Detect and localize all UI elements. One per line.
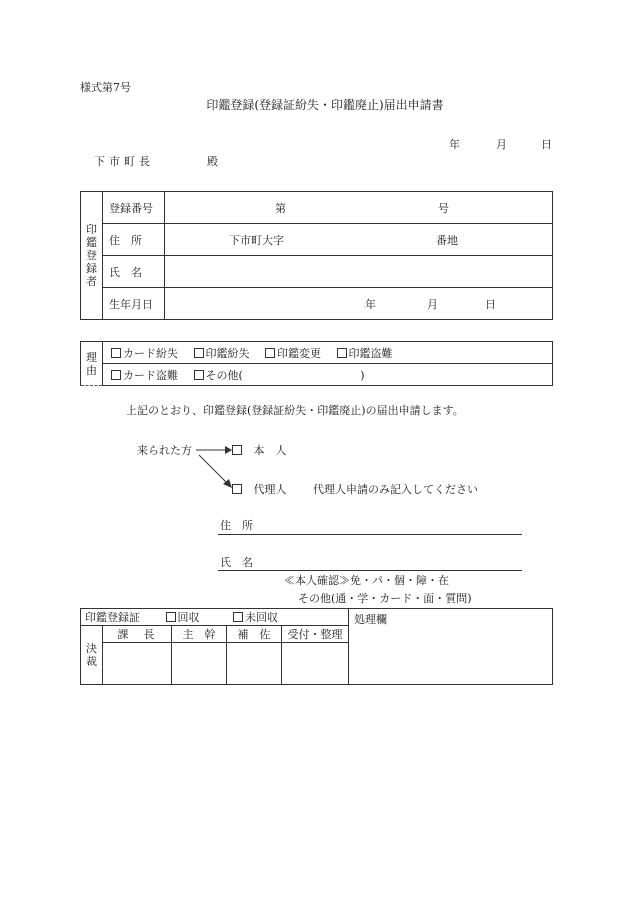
- reason-table: [80, 341, 553, 386]
- proxy-address-label: 住 所: [220, 519, 253, 532]
- collected-checkbox[interactable]: 回収: [166, 611, 200, 624]
- card-label: 印鑑登録証: [85, 611, 140, 624]
- id-other: その他(通・学・カード・面・質問): [298, 592, 472, 605]
- checkbox-icon: [194, 370, 204, 380]
- reg-no-suffix: 号: [438, 202, 449, 215]
- section-chief-stamp[interactable]: [103, 643, 172, 685]
- assistant-stamp[interactable]: [227, 643, 282, 685]
- checkbox-icon: [337, 348, 347, 358]
- visitor-label: 来られた方: [137, 444, 192, 457]
- processing-label: 処理欄: [354, 613, 387, 626]
- checkbox-icon: [194, 348, 204, 358]
- statement: 上記のとおり、印鑑登録(登録証紛失・印鑑廃止)の届出申請します。: [126, 404, 464, 417]
- proxy-name-line[interactable]: [218, 570, 522, 571]
- name-label: 氏 名: [103, 256, 165, 288]
- checkbox-icon: [265, 348, 275, 358]
- birth-year: 年: [365, 298, 376, 311]
- addressee: 下市町長: [94, 155, 154, 168]
- card-lost-checkbox[interactable]: カード紛失: [111, 347, 178, 360]
- section-chief-header: 課 長: [103, 626, 172, 643]
- chief-staff-stamp[interactable]: [172, 643, 227, 685]
- date-year-label: 年: [449, 138, 460, 151]
- birth-label: 生年月日: [103, 288, 165, 320]
- honorific: 殿: [207, 155, 218, 168]
- date-day-label: 日: [541, 138, 552, 151]
- checkbox-icon: [232, 484, 242, 494]
- office-table: [80, 608, 553, 685]
- card-stolen-checkbox[interactable]: カード盗難: [111, 369, 178, 382]
- registrant-table: [80, 191, 553, 320]
- other-close: ): [360, 368, 365, 382]
- reason-label: 理 由: [81, 342, 103, 386]
- card-status-row: [81, 609, 349, 626]
- reception-stamp[interactable]: [282, 643, 349, 685]
- proxy-note: 代理人申請のみ記入してください: [313, 483, 478, 496]
- proxy-address-line[interactable]: [218, 534, 522, 535]
- checkbox-icon: [111, 348, 121, 358]
- arrow-icon: [195, 444, 235, 494]
- reg-no-prefix: 第: [275, 202, 286, 215]
- chief-staff-header: 主 幹: [172, 626, 227, 643]
- assistant-header: 補 佐: [227, 626, 282, 643]
- checkbox-icon: [233, 612, 243, 622]
- birth-month: 月: [427, 298, 438, 311]
- id-check: ≪本人確認≫免・パ・個・障・在: [284, 574, 449, 587]
- proxy-checkbox[interactable]: 代理人: [232, 484, 287, 495]
- checkbox-icon: [232, 445, 242, 455]
- seal-lost-checkbox[interactable]: 印鑑紛失: [194, 347, 250, 360]
- birth-field[interactable]: [165, 288, 553, 320]
- registrant-section-label: 印 鑑 登 録 者: [81, 192, 103, 320]
- approval-label: 決 裁: [81, 626, 103, 685]
- address-prefix: 下市町大字: [229, 234, 284, 247]
- self-checkbox[interactable]: 本 人: [232, 445, 287, 456]
- seal-change-checkbox[interactable]: 印鑑変更: [265, 347, 321, 360]
- proxy-name-label: 氏 名: [220, 556, 253, 569]
- reception-header: 受付・整理: [282, 626, 349, 643]
- address-field[interactable]: [165, 224, 553, 256]
- form-number: 様式第7号: [80, 81, 131, 94]
- processing-cell[interactable]: [349, 609, 553, 685]
- name-field[interactable]: [165, 256, 553, 288]
- checkbox-icon: [166, 612, 176, 622]
- checkbox-icon: [111, 370, 121, 380]
- reg-no-label: 登録番号: [103, 192, 165, 224]
- address-suffix: 番地: [436, 234, 458, 247]
- not-collected-checkbox[interactable]: 未回収: [233, 611, 278, 624]
- reg-no-field[interactable]: [165, 192, 553, 224]
- birth-day: 日: [485, 298, 496, 311]
- date-month-label: 月: [496, 138, 507, 151]
- other-checkbox[interactable]: その他(: [194, 369, 243, 382]
- seal-stolen-checkbox[interactable]: 印鑑盗難: [337, 347, 393, 360]
- address-label: 住 所: [103, 224, 165, 256]
- form-title: 印鑑登録(登録証紛失・印鑑廃止)届出申請書: [206, 98, 444, 112]
